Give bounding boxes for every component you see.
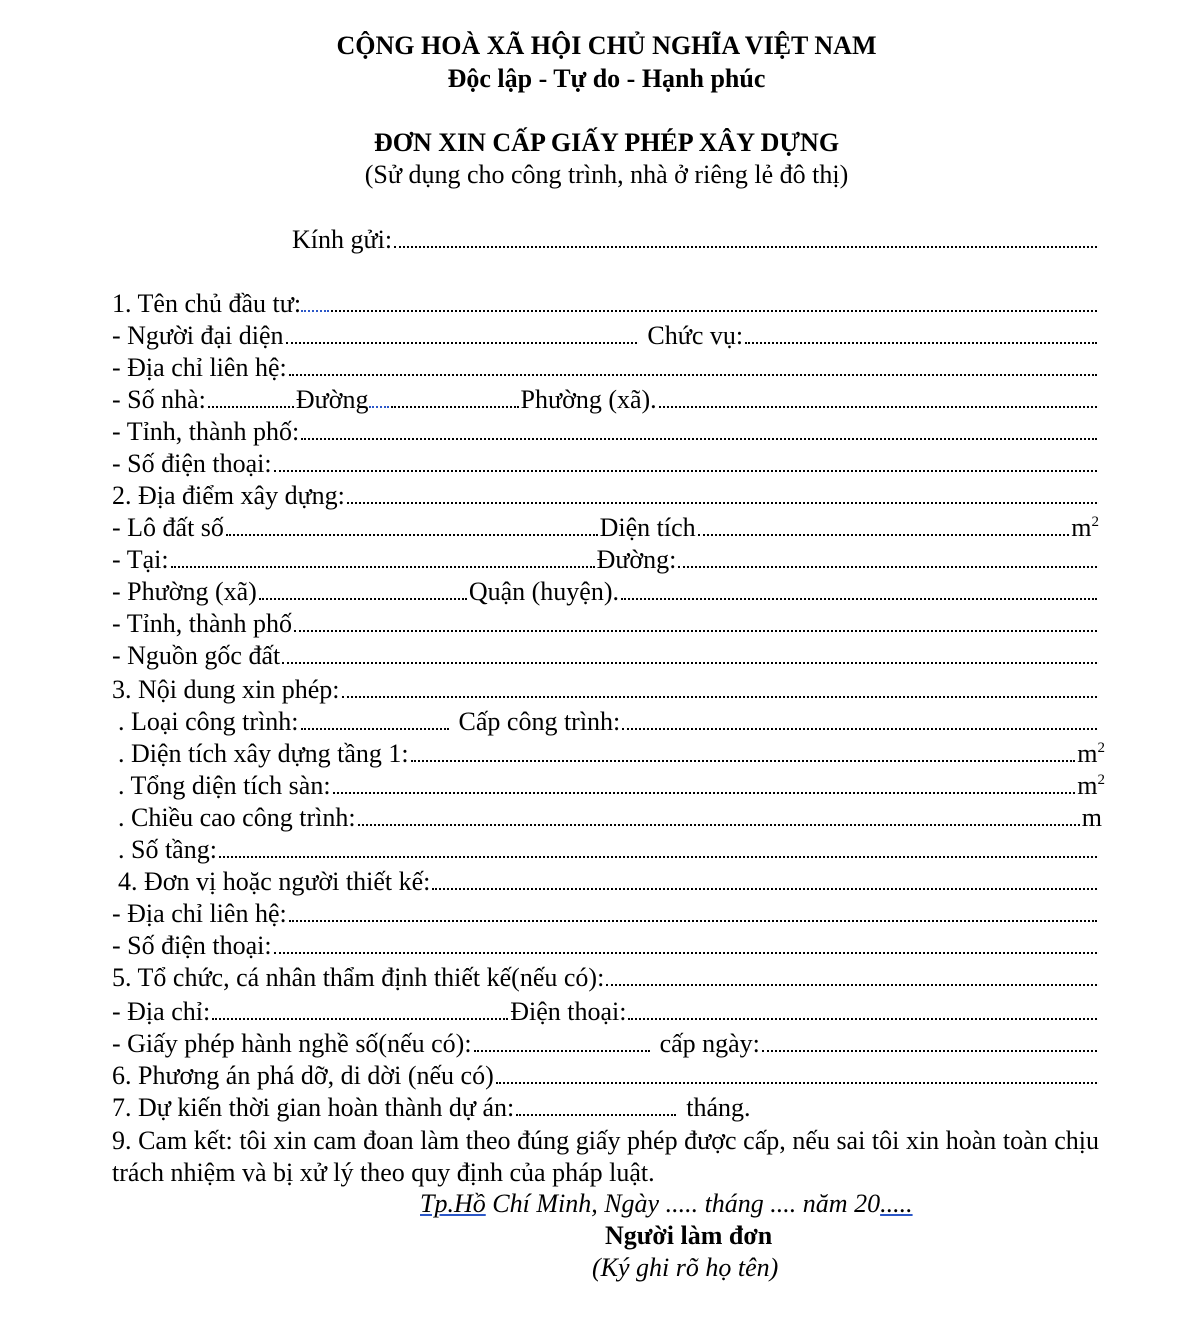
at-label: - Tại: (112, 545, 169, 574)
demolition-row (112, 1060, 1099, 1092)
site-province-label: - Tỉnh, thành phố (112, 609, 293, 638)
designer-row (118, 866, 1099, 898)
type-label: . Loại công trình: (118, 707, 299, 736)
motto: Độc lập - Tự do - Hạnh phúc (447, 64, 766, 93)
country-heading: CỘNG HOÀ XÃ HỘI CHỦ NGHĨA VIỆT NAM (336, 31, 877, 60)
commitment-text: 9. Cam kết: tôi xin cam đoan làm theo đúng giấy phép được cấp, nếu sai tôi xin hoàn toàn chịu trách nhiệm và bị xử lý theo quy định của pháp luật. (112, 1126, 1099, 1187)
location-blank[interactable] (347, 502, 1097, 504)
ward-label: Phường (xã). (520, 385, 657, 414)
city-abbrev: Tp.Hồ (420, 1189, 486, 1218)
floor1-unit: $m^2$ (1077, 739, 1105, 768)
appraiser-address-row (112, 996, 1099, 1028)
lot-blank[interactable] (226, 534, 598, 536)
owner-province-blank[interactable] (301, 438, 1097, 440)
house-no-label: - Số nhà: (112, 385, 206, 414)
owner-address-blank[interactable] (289, 374, 1097, 376)
schedule-unit: tháng. (686, 1093, 751, 1122)
area-label: Diện tích (599, 513, 696, 542)
designer-address-blank[interactable] (289, 920, 1097, 922)
location-row (112, 480, 1099, 512)
appraiser-label: 5. Tổ chức, cá nhân thẩm định thiết kế(nếu có): (112, 963, 605, 992)
appraiser-address-label: - Địa chỉ: (112, 997, 211, 1026)
site-street-label: Đường: (596, 545, 677, 574)
floors-label: . Số tầng: (118, 835, 217, 864)
owner-province-row (112, 416, 1099, 448)
total-unit: $m^2$ (1077, 771, 1105, 800)
date-line: Chí Minh, Ngày ..... tháng .... năm 20 (485, 1189, 881, 1218)
house-no-blank[interactable] (208, 406, 294, 408)
owner-row (112, 288, 1099, 320)
height-unit: m (1081, 803, 1102, 832)
issued-label: cấp ngày: (659, 1029, 760, 1058)
form-title: ĐƠN XIN CẤP GIẤY PHÉP XÂY DỰNG (373, 128, 840, 157)
site-ward-row (112, 576, 1099, 608)
site-province-blank[interactable] (294, 630, 1097, 632)
form-subtitle: (Sử dụng cho công trình, nhà ở riêng lẻ đô thị) (364, 160, 849, 189)
street-blank[interactable] (391, 406, 519, 408)
spellcheck-mark (301, 310, 329, 312)
floor1-row (118, 738, 1105, 770)
recipient-label: Kính gửi: (292, 225, 393, 254)
site-province-row (112, 608, 1099, 640)
signature-place-date (420, 1189, 913, 1219)
schedule-blank[interactable] (516, 1114, 676, 1116)
total-row (118, 770, 1105, 802)
designer-address-label: - Địa chỉ liên hệ: (112, 899, 287, 928)
issued-blank[interactable] (762, 1050, 1097, 1052)
grade-blank[interactable] (622, 728, 1097, 730)
owner-label: 1. Tên chủ đầu tư: (112, 289, 302, 318)
appraiser-phone-label: Điện thoại: (510, 997, 627, 1026)
site-ward-blank[interactable] (259, 598, 467, 600)
height-row (118, 802, 1102, 834)
lot-label: - Lô đất số (112, 513, 224, 542)
owner-address-label: - Địa chỉ liên hệ: (112, 353, 287, 382)
site-street-blank[interactable] (678, 566, 1097, 568)
recipient-blank[interactable] (394, 246, 1097, 248)
district-label: Quận (huyện). (468, 577, 620, 606)
spellcheck-mark (369, 406, 389, 408)
floors-row (118, 834, 1099, 866)
demolition-label: 6. Phương án phá dỡ, di dời (nếu có) (112, 1061, 494, 1090)
type-blank[interactable] (301, 728, 449, 730)
owner-phone-row (112, 448, 1099, 480)
origin-row (112, 640, 1099, 672)
height-label: . Chiều cao công trình: (118, 803, 356, 832)
total-label: . Tổng diện tích sàn: (118, 771, 331, 800)
recipient-row (292, 224, 1099, 256)
designer-phone-blank[interactable] (274, 952, 1097, 954)
owner-blank[interactable] (331, 310, 1097, 312)
at-blank[interactable] (171, 566, 595, 568)
height-blank[interactable] (358, 824, 1080, 826)
appraiser-address-blank[interactable] (212, 1018, 508, 1020)
signer-title: Người làm đơn (605, 1221, 773, 1250)
signature-note: (Ký ghi rõ họ tên) (592, 1253, 779, 1282)
appraiser-phone-blank[interactable] (628, 1018, 1097, 1020)
demolition-blank[interactable] (496, 1082, 1097, 1084)
owner-address-row (112, 352, 1099, 384)
origin-blank[interactable] (282, 662, 1097, 664)
year-blank[interactable]: ..... (880, 1189, 913, 1218)
site-ward-label: - Phường (xã) (112, 577, 257, 606)
owner-phone-blank[interactable] (274, 470, 1097, 472)
total-blank[interactable] (333, 792, 1076, 794)
rep-blank[interactable] (286, 342, 638, 344)
grade-label: Cấp công trình: (458, 707, 621, 736)
designer-label: 4. Đơn vị hoặc người thiết kế: (118, 867, 431, 896)
schedule-row (112, 1092, 1099, 1124)
street-label: Đường (295, 385, 369, 414)
district-blank[interactable] (621, 598, 1097, 600)
location-label: 2. Địa điểm xây dựng: (112, 481, 345, 510)
lot-row (112, 512, 1099, 544)
floors-blank[interactable] (219, 856, 1097, 858)
content-label: 3. Nội dung xin phép: (112, 675, 340, 704)
ward-blank[interactable] (659, 406, 1097, 408)
owner-province-label: - Tỉnh, thành phố: (112, 417, 300, 446)
license-label: - Giấy phép hành nghề số(nếu có): (112, 1029, 472, 1058)
position-label: Chức vụ: (647, 321, 744, 350)
license-blank[interactable] (474, 1050, 650, 1052)
rep-label: - Người đại diện (112, 321, 284, 350)
content-row (112, 674, 1099, 706)
appraiser-blank[interactable] (606, 984, 1097, 986)
schedule-label: 7. Dự kiến thời gian hoàn thành dự án: (112, 1093, 515, 1122)
floor1-blank[interactable] (411, 760, 1076, 762)
origin-label: - Nguồn gốc đất (112, 641, 281, 670)
type-row (118, 706, 1099, 738)
designer-blank[interactable] (432, 888, 1097, 890)
area-unit: $m^2$ (1071, 513, 1099, 542)
house-row (112, 384, 1099, 416)
license-row (112, 1028, 1099, 1060)
appraiser-row (112, 962, 1099, 994)
content-blank[interactable] (342, 696, 1098, 698)
designer-address-row (112, 898, 1099, 930)
at-row (112, 544, 1099, 576)
floor1-label: . Diện tích xây dựng tầng 1: (118, 739, 409, 768)
rep-row (112, 320, 1099, 352)
designer-phone-row (112, 930, 1099, 962)
owner-phone-label: - Số điện thoại: (112, 449, 272, 478)
position-blank[interactable] (745, 342, 1097, 344)
area-blank[interactable] (698, 534, 1070, 536)
designer-phone-label: - Số điện thoại: (112, 931, 272, 960)
